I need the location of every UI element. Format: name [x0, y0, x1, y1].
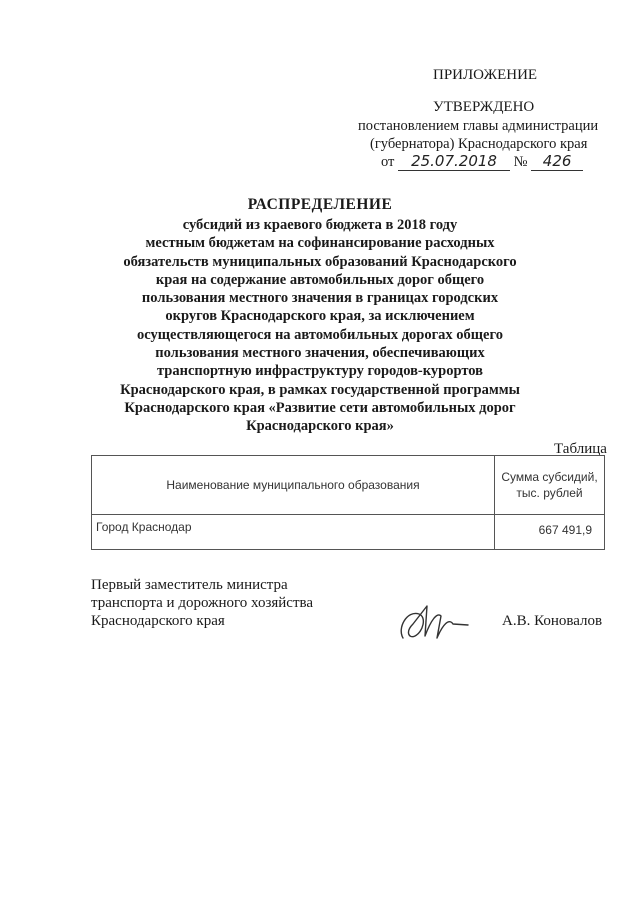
- subtitle-line: Краснодарского края «Развитие сети автомобильных дорог: [124, 399, 516, 416]
- row-sum: 667 491,9: [495, 515, 605, 550]
- signatory-name: А.В. Коновалов: [502, 613, 603, 629]
- handwritten-signature: [393, 598, 473, 648]
- appendix-label: ПРИЛОЖЕНИЕ: [433, 67, 538, 83]
- resolution-date-line: [381, 153, 583, 172]
- subtitle-line: Краснодарского края, в рамках государственной программы: [120, 381, 520, 398]
- approved-by-line-2: (губернатора) Краснодарского края: [370, 136, 588, 152]
- subtitle-line: обязательств муниципальных образований Краснодарского: [123, 253, 517, 270]
- approved-by-line-1: постановлением главы администрации: [358, 118, 599, 134]
- column-header-sum-line-1: Сумма субсидий,: [501, 470, 598, 484]
- signatory-position-line-2: транспорта и дорожного хозяйства: [91, 595, 314, 611]
- document-subtitle: [60, 216, 580, 436]
- signatory-position-line-3: Краснодарского края: [91, 613, 225, 629]
- table-header-row: [92, 456, 605, 515]
- handwritten-date: 25.07.2018: [398, 153, 510, 171]
- subtitle-line: местным бюджетам на софинансирование расходных: [145, 235, 495, 252]
- subtitle-line: округов Краснодарского края, за исключением: [165, 308, 475, 325]
- column-header-name: Наименование муниципального образования: [92, 456, 495, 515]
- table-row: [92, 515, 605, 550]
- subtitle-line: пользования местного значения, обеспечивающих: [155, 345, 485, 362]
- signatory-position-line-1: Первый заместитель министра: [91, 577, 288, 593]
- subtitle-line: транспортную инфраструктуру городов-курортов: [156, 363, 483, 380]
- table-label: Таблица: [554, 441, 607, 457]
- column-header-sum-line-2: тыс. рублей: [516, 486, 583, 500]
- date-prefix: от: [381, 154, 395, 170]
- number-prefix: №: [513, 154, 528, 170]
- row-municipality: Город Краснодар: [92, 515, 495, 550]
- column-header-sum: [495, 456, 605, 515]
- subtitle-line: субсидий из краевого бюджета в 2018 году: [182, 217, 458, 233]
- subtitle-line: Краснодарского края»: [246, 418, 394, 435]
- subtitle-line: осуществляющегося на автомобильных дорогах общего: [137, 326, 503, 343]
- approved-label: УТВЕРЖДЕНО: [433, 99, 535, 115]
- document-title: РАСПРЕДЕЛЕНИЕ: [247, 196, 393, 213]
- handwritten-number: 426: [531, 153, 583, 171]
- subsidy-table: [91, 455, 605, 550]
- subtitle-line: пользования местного значения в границах городских: [141, 290, 499, 307]
- subtitle-line: края на содержание автомобильных дорог общего: [155, 271, 485, 288]
- signatory-position: [91, 576, 313, 630]
